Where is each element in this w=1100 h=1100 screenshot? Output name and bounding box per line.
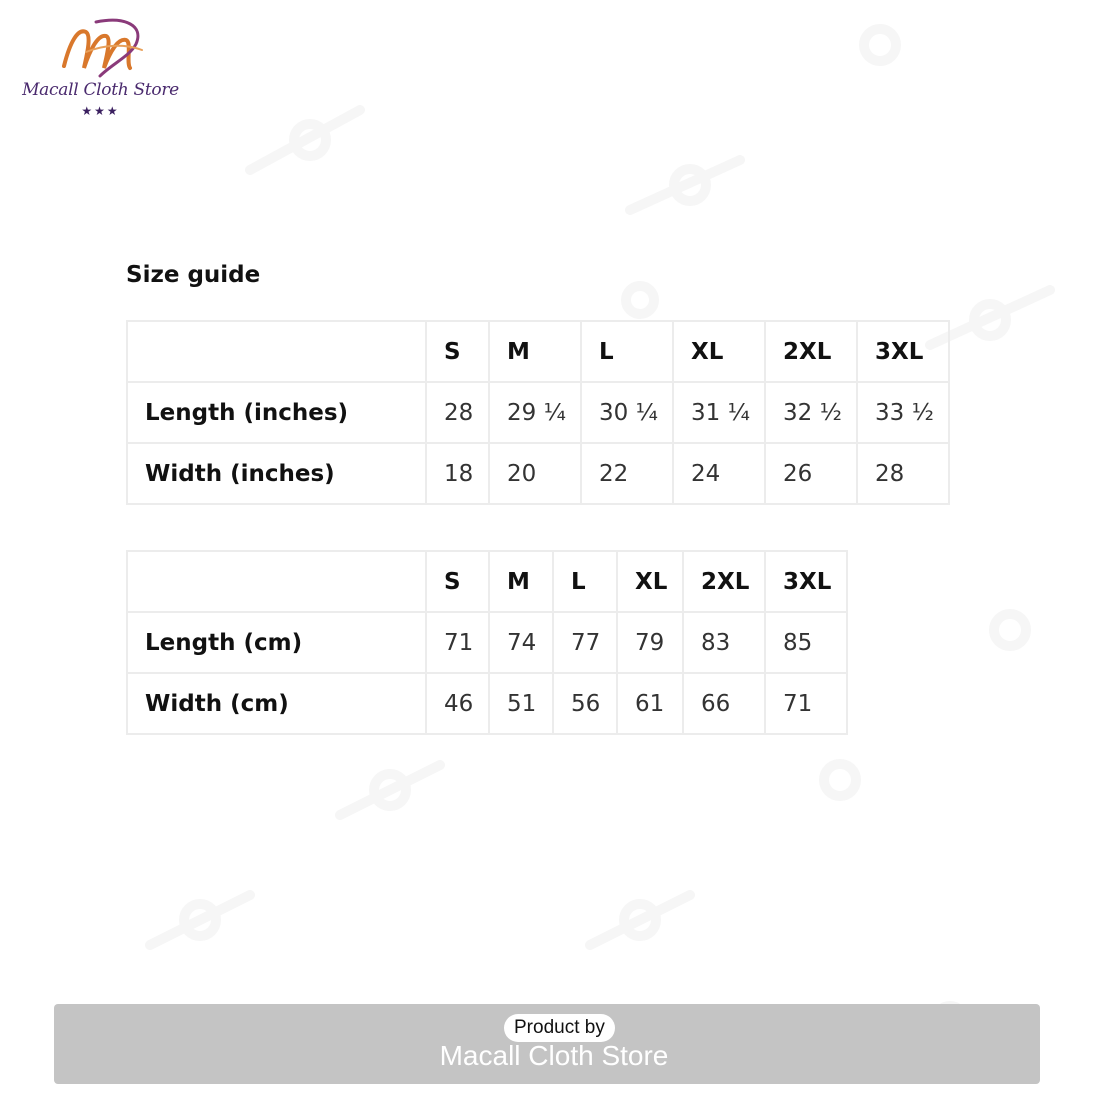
table-cell: 22 xyxy=(581,443,673,504)
table-cell: 30 ¼ xyxy=(581,382,673,443)
table-cell: 83 xyxy=(683,612,765,673)
row-label: Length (cm) xyxy=(127,612,426,673)
row-label: Width (inches) xyxy=(127,443,426,504)
table-cell: 71 xyxy=(426,612,489,673)
header-cell-2xl: 2XL xyxy=(683,551,765,612)
table-cell: 26 xyxy=(765,443,857,504)
table-cell: 61 xyxy=(617,673,683,734)
table-cell: 33 ½ xyxy=(857,382,949,443)
table-cell: 74 xyxy=(489,612,553,673)
row-label: Length (inches) xyxy=(127,382,426,443)
table-row xyxy=(127,382,949,443)
header-cell-s: S xyxy=(426,321,489,382)
header-cell-xl: XL xyxy=(673,321,765,382)
header-cell-3xl: 3XL xyxy=(857,321,949,382)
table-header-row xyxy=(127,321,949,382)
logo-stars: ★★★ xyxy=(81,104,120,118)
table-cell: 31 ¼ xyxy=(673,382,765,443)
row-label: Width (cm) xyxy=(127,673,426,734)
header-cell-m: M xyxy=(489,321,581,382)
header-cell xyxy=(127,321,426,382)
table-cell: 56 xyxy=(553,673,617,734)
table-cell: 85 xyxy=(765,612,847,673)
table-cell: 24 xyxy=(673,443,765,504)
header-cell-3xl: 3XL xyxy=(765,551,847,612)
table-row xyxy=(127,443,949,504)
table-cell: 32 ½ xyxy=(765,382,857,443)
table-cell: 28 xyxy=(426,382,489,443)
table-cell: 77 xyxy=(553,612,617,673)
header-cell-s: S xyxy=(426,551,489,612)
header-cell-2xl: 2XL xyxy=(765,321,857,382)
size-table-inches xyxy=(126,320,950,505)
table-cell: 18 xyxy=(426,443,489,504)
logo-monogram-icon xyxy=(56,14,146,82)
size-table-cm xyxy=(126,550,848,735)
header-cell-l: L xyxy=(553,551,617,612)
header-cell-m: M xyxy=(489,551,553,612)
header-cell-xl: XL xyxy=(617,551,683,612)
table-cell: 46 xyxy=(426,673,489,734)
header-cell xyxy=(127,551,426,612)
logo-store-name: Macall Cloth Store xyxy=(22,80,179,100)
size-guide-title: Size guide xyxy=(126,262,261,288)
table-row xyxy=(127,612,847,673)
table-cell: 20 xyxy=(489,443,581,504)
table-cell: 79 xyxy=(617,612,683,673)
table-cell: 71 xyxy=(765,673,847,734)
table-cell: 29 ¼ xyxy=(489,382,581,443)
table-cell: 28 xyxy=(857,443,949,504)
footer-store-name: Macall Cloth Store xyxy=(439,1040,669,1071)
table-cell: 66 xyxy=(683,673,765,734)
store-logo xyxy=(18,14,183,124)
footer-product-by: Product by xyxy=(504,1014,615,1042)
header-cell-l: L xyxy=(581,321,673,382)
table-row xyxy=(127,673,847,734)
table-header-row xyxy=(127,551,847,612)
table-cell: 51 xyxy=(489,673,553,734)
